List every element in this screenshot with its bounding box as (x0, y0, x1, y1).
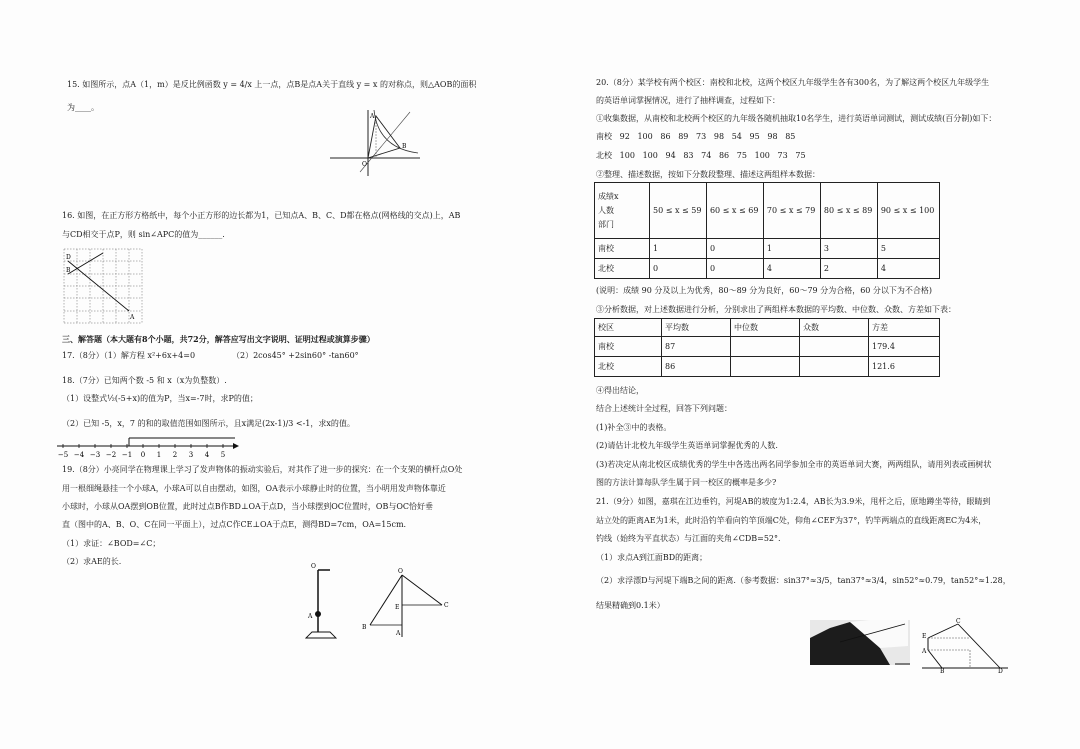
nl-tick-4: −1 (121, 451, 133, 458)
q21-part1: （1）求点A到江面BD的距离； (596, 553, 708, 562)
nl-tick-8: 3 (188, 451, 194, 458)
nl-tick-3: −2 (105, 451, 117, 458)
table1-corner-cell: 成绩x 人数 部门 (595, 183, 650, 239)
q19-line3: 小球时，小球从OA摆到OB位置，此时过点B作BD⊥OA于点D，当小球摆到OC位置时，OB与OC恰好垂 (62, 502, 434, 511)
nl-tick-1: −4 (73, 451, 85, 458)
nl-tick-9: 4 (204, 451, 210, 458)
q18-number-line (55, 432, 240, 458)
table1-col-header: 60 ≤ x ≤ 69 (706, 183, 763, 239)
table1-col-header: 90 ≤ x ≤ 100 (877, 183, 939, 239)
q19-pendulum-figure (300, 560, 355, 640)
q17-stem: 17.（8分）（1）解方程 x²+6x+4=0 (62, 351, 196, 360)
table2-header: 众数 (800, 319, 869, 337)
q20-combine: 结合上述统计全过程，回答下列问题： (596, 404, 732, 413)
nl-tick-7: 2 (172, 451, 178, 458)
q20-note: (说明：成绩 90 分及以上为优秀，80～89 分为良好，60～79 分为合格，60 分以下为不合格) (596, 286, 933, 295)
svg-text:A: A (922, 648, 927, 655)
table1-col-header: 80 ≤ x ≤ 89 (820, 183, 877, 239)
svg-text:D: D (66, 254, 71, 261)
score-distribution-table (594, 182, 940, 279)
svg-text:B: B (362, 624, 367, 631)
svg-text:B: B (66, 267, 71, 274)
q18-part1: （1）设整式½(-5+x)的值为P，当x=-7时，求P的值； (62, 394, 258, 403)
q18-part2: （2）已知 -5，x，7 的和的取值范围如图所示，且x满足(2x-1)/3 <-1，求x的值。 (62, 419, 355, 428)
south-scores-row (596, 132, 795, 142)
q15-line1: 15. 如图所示，点A（1，m）是反比例函数 y = 4/x 上一点，点B是点A关于直线 y = x 的对称点，则△AOB的面积 (67, 80, 477, 89)
north-label: 北校 (596, 151, 612, 160)
q20-step2: ②整理、描述数据，按如下分数段整理、描述这两组样本数据： (596, 170, 820, 179)
q21-part2-end: 结果精确到0.1米） (596, 601, 665, 610)
q16-grid-figure (62, 247, 144, 325)
q20-qa1: (1)补全③中的表格。 (596, 423, 672, 432)
north-score: 75 (736, 151, 747, 160)
table1-col-header: 50 ≤ x ≤ 59 (650, 183, 707, 239)
q20-step4: ④得出结论， (596, 386, 644, 395)
svg-text:E: E (922, 633, 927, 640)
table2-header: 平均数 (662, 319, 731, 337)
q16-line1: 16. 如图，在正方形方格纸中，每个小正方形的边长都为1，已知点A、B、C、D都在格点(网格线的交点)上，AB (62, 211, 461, 220)
south-label: 南校 (596, 132, 612, 141)
q15-line2: 为____。 (67, 103, 99, 112)
q19-line2: 用一根细绳悬挂一个小球A，小球A可以自由摆动，如图，OA表示小球静止时的位置，当小明用发声物体靠近 (62, 484, 446, 493)
svg-text:A: A (396, 630, 401, 637)
statistics-table (594, 318, 940, 377)
north-score: 83 (683, 151, 694, 160)
svg-text:B: B (940, 668, 945, 673)
svg-text:A: A (370, 113, 375, 120)
q17-part2: （2）2cos45° +2sin60° -tan60° (232, 351, 359, 360)
svg-text:A: A (308, 613, 313, 620)
q21-line2: 站立处的距离AE为1米，此时沿钓竿看向钓竿顶端C处，仰角∠CEF为37°，钓竿两端点的直线距离EC为4米， (596, 516, 987, 525)
south-score: 89 (678, 132, 689, 141)
q21-line3: 钓线（始终为平直状态）与江面的夹角∠CDB=52°. (596, 534, 781, 543)
table-row: 南校 87 179.4 (595, 337, 940, 357)
nl-tick-5: 0 (140, 451, 146, 458)
svg-text:A: A (130, 314, 135, 321)
q21-riverbank-photo (810, 620, 910, 665)
north-score: 100 (619, 151, 635, 160)
svg-text:C: C (956, 618, 961, 625)
q21-line1: 21.（9分）如图，嘉琪在江边垂钓，河堤AB的坡度为1:2.4，AB长为3.9米，甩杆之后，原地蹲坐等待，眼睛到 (596, 497, 991, 506)
table2-header: 校区 (595, 319, 662, 337)
table2-header: 中位数 (731, 319, 800, 337)
section3-heading: 三、解答题（本大题有8个小题，共72分，解答应写出文字说明、证明过程或演算步骤） (62, 334, 375, 344)
q20-step3: ③分析数据，对上述数据进行分析，分别求出了两组样本数据的平均数、中位数、众数、方差如下表： (596, 305, 956, 314)
table-row: 北校 86 121.6 (595, 357, 940, 377)
svg-text:E: E (395, 604, 400, 611)
q19-line4: 直（图中的A、B、O、C在同一平面上），过点C作CE⊥OA于点E，测得BD=7cm，OA=15cm. (62, 520, 407, 529)
north-score: 100 (754, 151, 770, 160)
q19-angle-figure (360, 565, 455, 643)
north-score: 86 (718, 151, 730, 160)
svg-text:B: B (402, 143, 407, 150)
q20-qa2: (2)请估计北校九年级学生英语单词掌握优秀的人数. (596, 441, 778, 450)
table1-col-header: 70 ≤ x ≤ 79 (763, 183, 820, 239)
svg-text:C: C (444, 602, 449, 609)
q15-coordinate-figure (330, 108, 420, 176)
svg-text:O: O (311, 563, 316, 570)
north-score: 74 (701, 151, 712, 160)
nl-tick-10: 5 (220, 451, 226, 458)
q16-line2: 与CD相交于点P，则 sin∠APC的值为______. (62, 230, 225, 239)
svg-text:O: O (398, 568, 403, 575)
south-score: 73 (696, 132, 707, 141)
q19-part1: （1）求证：∠BOD=∠C； (62, 539, 161, 548)
q20-qa3-line2: 图的方法计算每队学生属于同一校区的概率是多少? (596, 478, 777, 487)
north-score: 75 (795, 151, 806, 160)
south-score: 85 (785, 132, 796, 141)
south-score: 92 (619, 132, 630, 141)
south-score: 54 (731, 132, 742, 141)
q20-line1: 20.（8分）某学校有两个校区：南校和北校，这两个校区九年级学生各有300名，为了解这两个校区九年级学生 (596, 78, 990, 87)
q20-qa3-line1: (3)若决定从南北校区成绩优秀的学生中各选出两名同学参加全市的英语单词大赛，两两组队，请用列表或画树状 (596, 460, 992, 469)
q21-geometry-figure (920, 618, 1010, 673)
table2-header: 方差 (869, 319, 940, 337)
nl-tick-2: −3 (89, 451, 101, 458)
q18-stem: 18.（7分）已知两个数 -5 和 x（x为负整数）. (62, 376, 227, 385)
south-score: 86 (660, 132, 671, 141)
north-score: 73 (777, 151, 788, 160)
north-score: 100 (642, 151, 658, 160)
svg-text:D: D (998, 668, 1003, 673)
q21-part2: （2）求浮漂D与河堤下端B之间的距离.（参考数据：sin37°≈3/5，tan37°≈3/4，sin52°≈0.79，tan52°≈1.28， (596, 576, 1011, 585)
table-row: 北校 0 0 4 2 4 (595, 259, 940, 279)
south-score: 98 (767, 132, 778, 141)
north-score: 94 (665, 151, 676, 160)
north-scores-row (596, 151, 806, 161)
nl-tick-0: −5 (57, 451, 69, 458)
south-score: 100 (637, 132, 653, 141)
nl-tick-6: 1 (156, 451, 162, 458)
table-row: 南校 1 0 1 3 5 (595, 239, 940, 259)
q20-line2: 的英语单词掌握情况，进行了抽样调查，过程如下： (596, 96, 780, 105)
south-score: 98 (713, 132, 725, 141)
q20-step1: ①收集数据，从南校和北校两个校区的九年级各随机抽取10名学生，进行英语单词测试，测试成绩(百分制)如下： (596, 114, 997, 123)
q19-part2: （2）求AE的长. (62, 557, 122, 566)
svg-text:O: O (362, 161, 367, 168)
q19-line1: 19.（8分）小亮同学在物理课上学习了发声物体的振动实验后，对其作了进一步的探究：在一个支架的横杆点O处 (62, 465, 463, 474)
south-score: 95 (749, 132, 760, 141)
